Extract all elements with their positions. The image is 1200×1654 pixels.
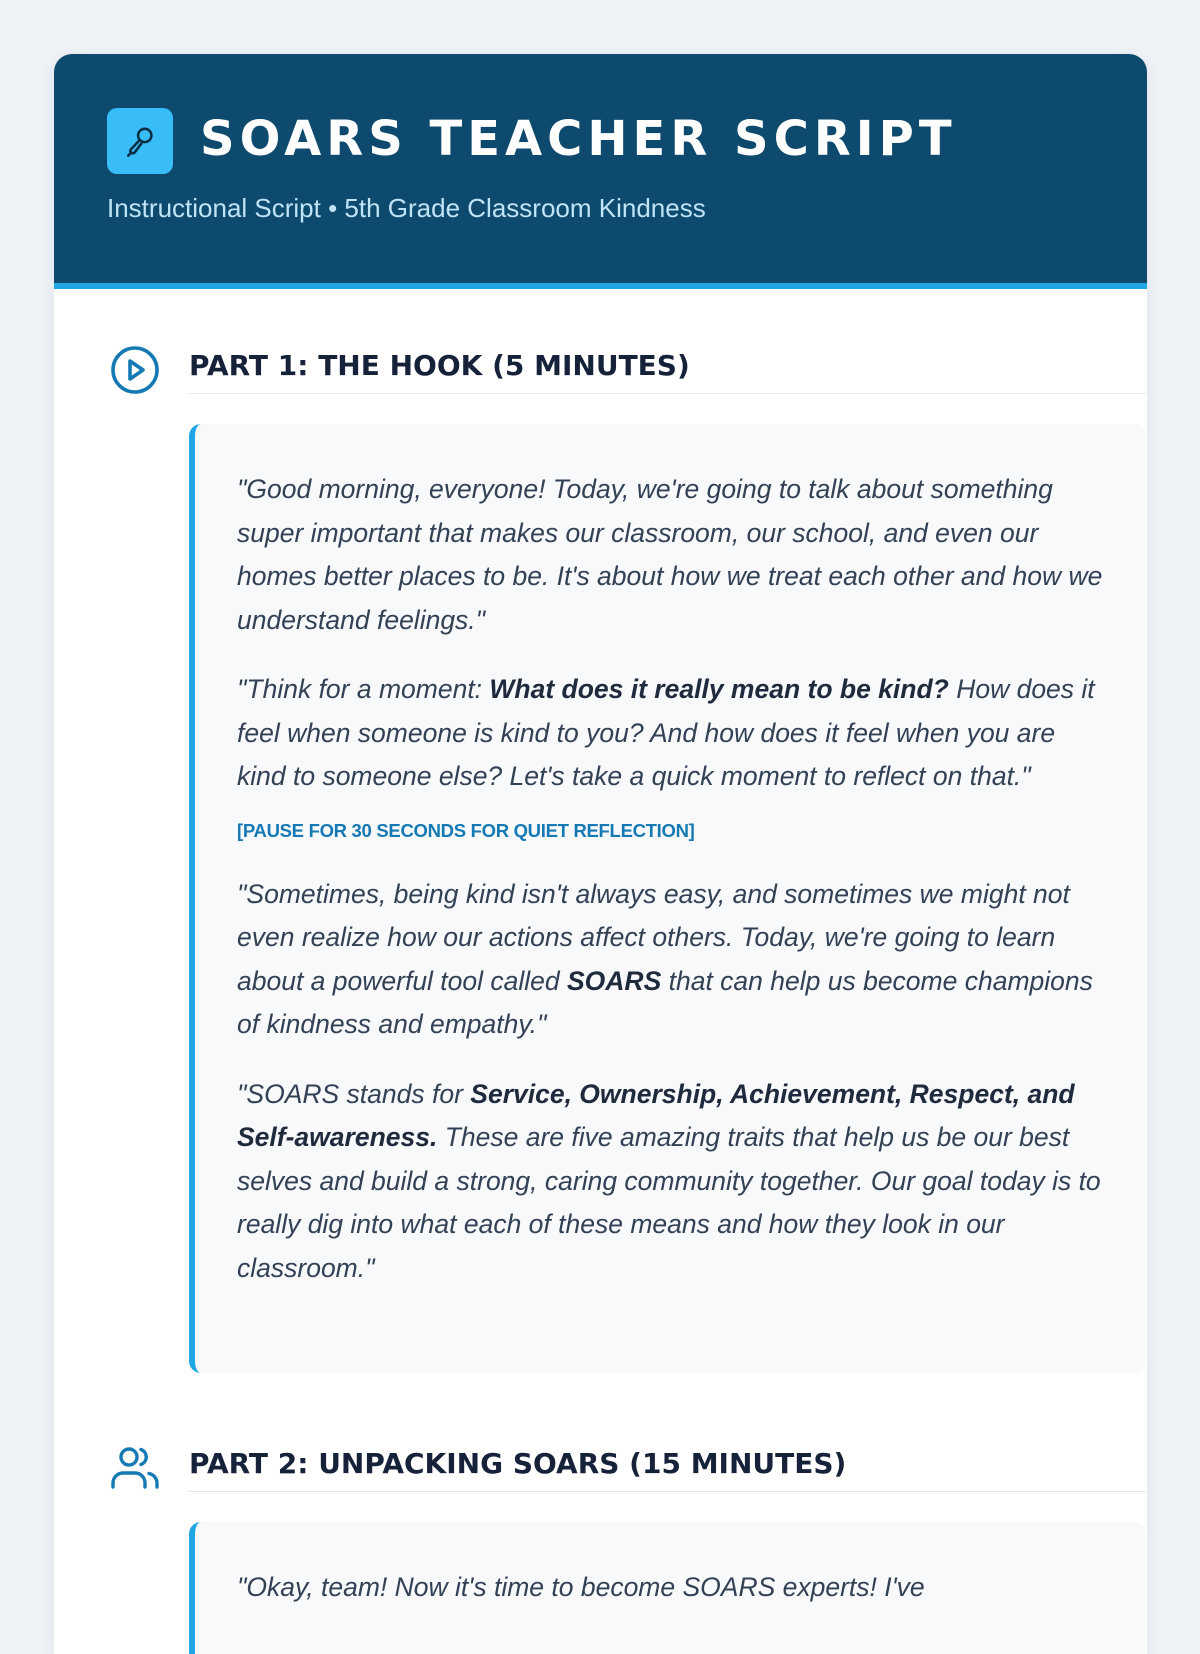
script-card xyxy=(54,54,1147,1654)
page-subtitle: Instructional Script • 5th Grade Classroom Kindness xyxy=(107,193,706,223)
page-title: SOARS TEACHER SCRIPT xyxy=(200,111,957,167)
emphasis: What does it really mean to be kind? xyxy=(489,674,949,704)
microphone-icon xyxy=(107,108,173,174)
script-paragraph: "Okay, team! Now it's time to become SOARS experts! I've xyxy=(237,1572,925,1602)
script-paragraph: "Think for a moment: What does it really mean to be kind? How does it feel when someone is kind to you? And how does it feel when you are kind to someone else? Let's take a quick moment to reflect on that." xyxy=(237,674,1095,791)
stage-direction: [PAUSE FOR 30 SECONDS FOR QUIET REFLECTION] xyxy=(237,819,695,841)
emphasis: SOARS xyxy=(567,965,662,996)
play-circle-icon xyxy=(109,344,161,396)
emphasis: Service, Ownership, Achievement, Respect, and Self-awareness. xyxy=(237,1078,1075,1152)
part-1-script xyxy=(189,424,1146,1373)
script-paragraph: "Sometimes, being kind isn't always easy, and sometimes we might not even realize how our actions affect others. Today, we're going to learn about a powerful tool called SOARS that can help us become champions of kindness and empathy." xyxy=(237,878,1093,1039)
part-1-title: PART 1: THE HOOK (5 MINUTES) xyxy=(189,344,1146,394)
script-paragraph: "Good morning, everyone! Today, we're going to talk about something super important that makes our classroom, our school, and even our homes better places to be. It's about how we treat each other and how we understand feelings." xyxy=(237,474,1103,635)
part-2-title: PART 2: UNPACKING SOARS (15 MINUTES) xyxy=(189,1442,1146,1492)
part-2-script xyxy=(189,1522,1146,1654)
header-banner xyxy=(54,54,1147,289)
users-icon xyxy=(109,1442,161,1494)
script-paragraph: "SOARS stands for Service, Ownership, Achievement, Respect, and Self-awareness. These are five amazing traits that help us be our best selves and build a strong, caring community together. Our goal today is to really dig into what each of these means and how they look in our classroom." xyxy=(237,1078,1101,1283)
